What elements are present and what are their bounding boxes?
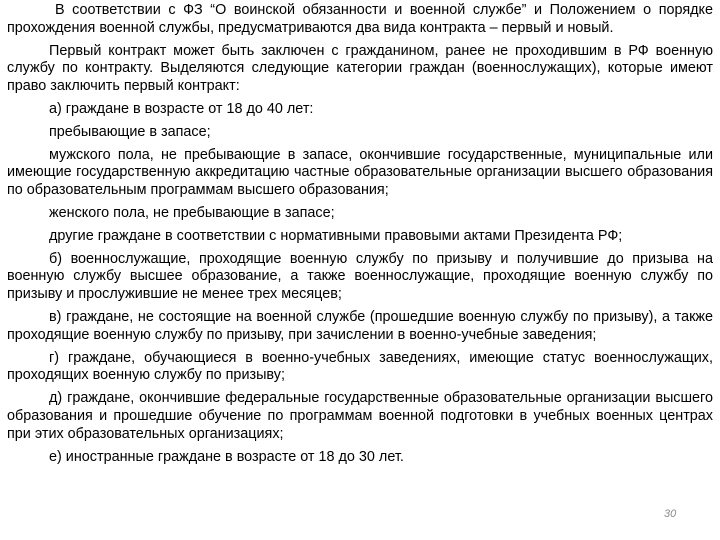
slide-body-text [7,2,713,471]
page-number: 30 [664,508,677,520]
list-item-a-female: женского пола, не пребывающие в запасе; [49,204,335,221]
list-item-e: е) иностранные граждане в возрасте от 18 до 30 лет. [49,448,404,465]
list-item-b: б) военнослужащие, проходящие военную службу по призыву и получившие до призыва на военную службу высшее образование, а также военнослужащие, проходящие военную службу по призыву и прослужившие не менее трех месяцев; [7,250,713,303]
list-item-d: д) граждане, окончившие федеральные государственные образовательные организации высшего образования и прошедшие обучение по программам военной подготовки в учебных военных центрах при этих образовательных организациях; [7,390,713,442]
list-item-v: в) граждане, не состоящие на военной службе (прошедшие военную службу по призыву), а также проходящие военную службу по призыву, при зачислении в военно-учебные заведения; [7,308,713,343]
list-item-a-male: мужского пола, не пребывающие в запасе, окончившие государственные, муниципальные или имеющие государственную аккредитацию частные образовательные организации высшего образования по образовательным программам высшего образования; [7,146,713,199]
list-item-a-other: другие граждане в соответствии с нормативными правовыми актами Президента РФ; [49,227,623,244]
list-item-a-reserve: пребывающие в запасе; [49,123,211,140]
paragraph-first-contract: Первый контракт может быть заключен с гражданином, ранее не проходившим в РФ военную службу по контракту. Выделяются следующие категории граждан (военнослужащих), которые имеют право заключить первый контракт: [7,42,713,95]
list-item-a: а) граждане в возрасте от 18 до 40 лет: [49,100,314,117]
paragraph-intro: В соответствии с ФЗ “О воинской обязанности и военной службе” и Положением о порядке прохождения военной службы, предусматриваются два вида контракта – первый и новый. [7,2,713,36]
list-item-g: г) граждане, обучающиеся в военно-учебных заведениях, имеющие статус военнослужащих, проходящих военную службу по призыву; [7,349,713,384]
